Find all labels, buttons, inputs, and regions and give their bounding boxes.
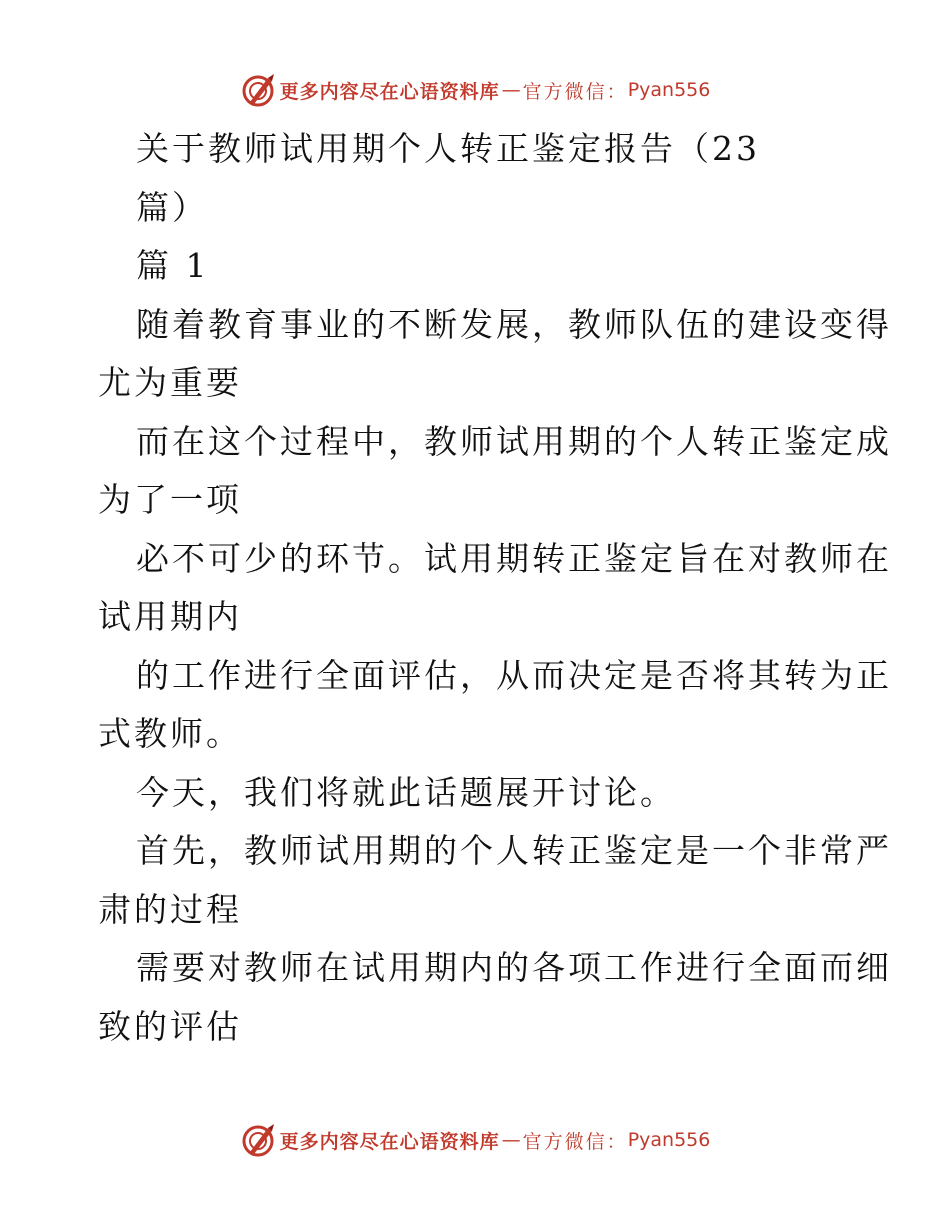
watermark-text: 更多内容尽在心语资料库 [279,80,500,103]
watermark-official-label: 官方微信： [522,80,628,103]
watermark-text: 更多内容尽在心语资料库 [279,1130,500,1153]
paragraph-line: 肃的过程 [98,889,242,929]
document-title-line-2: 篇） [136,187,208,227]
paragraph-line: 随着教育事业的不断发展，教师队伍的建设变得 [136,304,892,344]
watermark-wechat-id: Pyan556 [627,79,711,101]
pen-logo-icon [240,72,276,108]
section-heading: 篇 1 [136,246,210,285]
watermark-official-label: 官方微信： [522,1130,628,1153]
pen-logo-icon [240,1122,276,1158]
paragraph-line: 为了一项 [98,480,242,519]
footer-watermark [0,1120,950,1160]
paragraph-line: 尤为重要 [98,363,242,402]
paragraph-line: 而在这个过程中，教师试用期的个人转正鉴定成 [136,421,892,461]
paragraph-line: 致的评估 [98,1006,242,1046]
watermark-wechat-id: Pyan556 [627,1129,711,1151]
watermark-separator: — [501,79,521,101]
header-watermark [0,70,950,110]
paragraph-line: 今天，我们将就此话题展开讨论。 [136,772,676,812]
paragraph-line: 首先，教师试用期的个人转正鉴定是一个非常严 [136,831,892,870]
watermark-separator: — [501,1129,521,1151]
paragraph-line: 的工作进行全面评估，从而决定是否将其转为正 [136,655,892,695]
document-title-line-1: 关于教师试用期个人转正鉴定报告（23 [136,129,760,168]
paragraph-line: 需要对教师在试用期内的各项工作进行全面而细 [136,948,892,987]
paragraph-line: 试用期内 [98,597,242,636]
paragraph-line: 必不可少的环节。试用期转正鉴定旨在对教师在 [136,538,892,578]
paragraph-line: 式教师。 [98,714,242,753]
document-body [98,120,892,1056]
